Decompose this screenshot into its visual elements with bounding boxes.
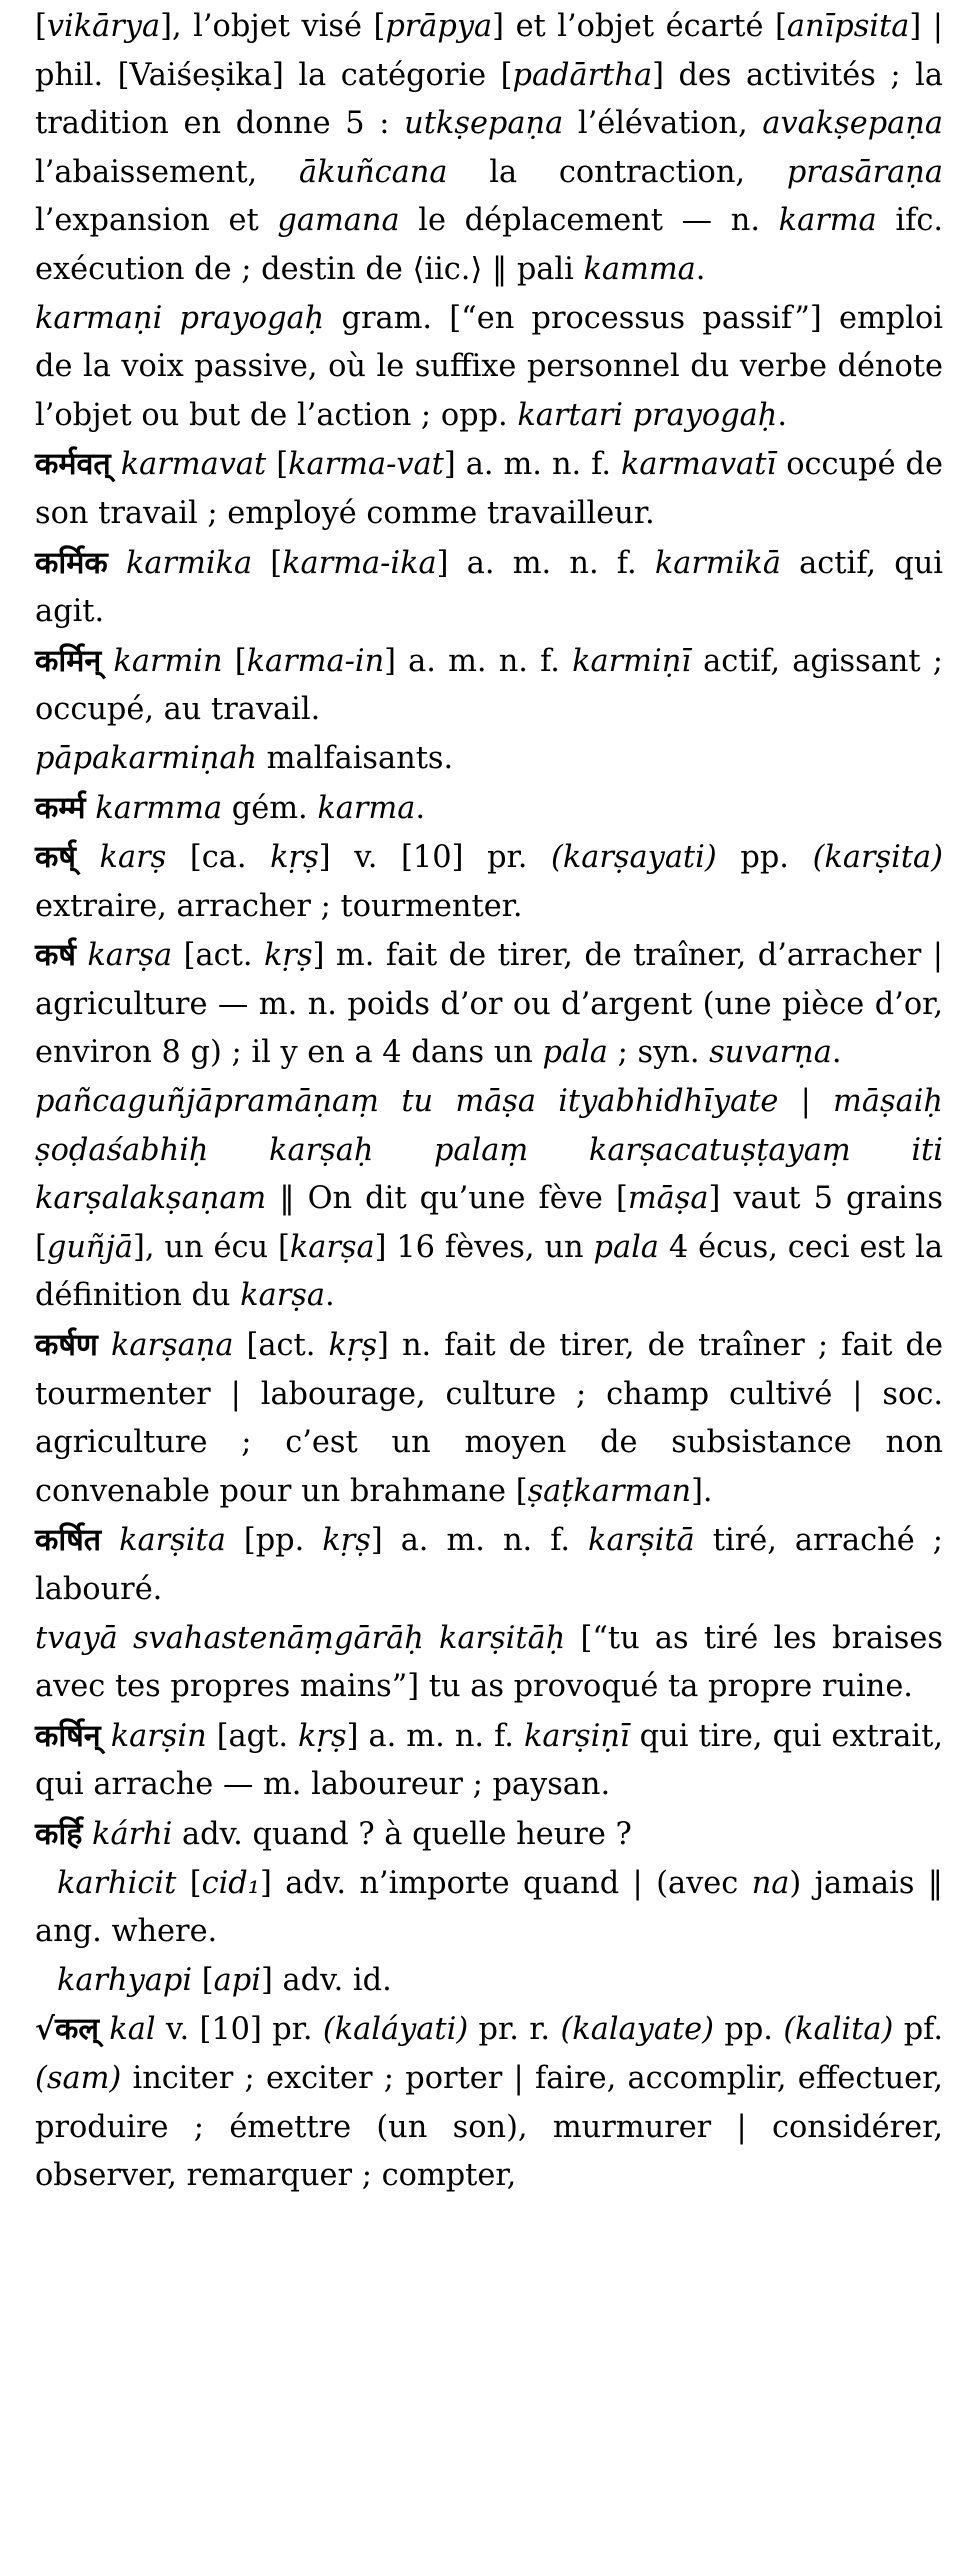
entry-text: ] v. [10] pr. [318, 840, 552, 876]
entry-text: [ [176, 1865, 202, 1901]
entry-text: ] et l’objet écarté [ [492, 9, 787, 44]
italic-term: karmma [95, 790, 223, 826]
entry-text [99, 2012, 109, 2047]
entry-text [101, 1523, 119, 1558]
entry-text: malfaisants. [257, 740, 454, 776]
entry-text: [ [192, 1962, 214, 1998]
italic-term: karmin [113, 643, 223, 679]
dictionary-entry [35, 1078, 943, 1321]
entry-text: . [777, 397, 788, 433]
entry-text: . [831, 1035, 842, 1071]
italic-term: gamana [277, 203, 400, 239]
entry-text: ] a. m. n. f. [443, 447, 621, 483]
italic-term: kartari prayogaḥ [517, 397, 778, 433]
entry-text: [ [266, 447, 289, 483]
italic-term: vikārya [46, 9, 161, 44]
devanagari-headword: कर्ष [35, 937, 76, 974]
italic-term: utkṣepaṇa [404, 106, 564, 142]
dictionary-entry [35, 637, 943, 735]
italic-term: kṛṣ [264, 938, 313, 974]
entry-text: ‖ On dit qu’une fève [ [266, 1181, 628, 1217]
italic-term: ākuñcana [298, 154, 448, 190]
sub-entry [35, 1860, 943, 1957]
entry-text [82, 1817, 92, 1852]
italic-term: prāpya [385, 9, 493, 44]
italic-term: karṣiṇī [523, 1718, 630, 1754]
entry-text: [act. [172, 938, 265, 974]
italic-term: (karṣita) [812, 840, 943, 876]
entry-text: [ca. [166, 840, 271, 876]
entry-text: . [695, 251, 706, 287]
italic-term: karṣa [289, 1229, 375, 1265]
entry-text: ; syn. [607, 1035, 710, 1071]
entry-text: ] a. m. n. f. [370, 1523, 589, 1559]
entry-text [111, 447, 121, 482]
entry-text: actif, agissant ; occupé, au travail. [35, 643, 943, 728]
italic-term: karma-in [246, 643, 385, 679]
dictionary-entry [35, 440, 943, 538]
italic-term: kṛṣ [298, 1718, 347, 1754]
sub-entry [35, 1957, 943, 2006]
dictionary-entry [35, 931, 943, 1078]
entry-text: l’abaissement, [35, 154, 299, 190]
italic-term: karṣin [110, 1718, 207, 1754]
italic-term: kal [109, 2012, 156, 2048]
italic-term: karma [778, 203, 877, 239]
italic-term: kamma [583, 251, 696, 287]
dictionary-entry [35, 539, 943, 637]
italic-term: karmikā [654, 545, 781, 581]
entry-text: pf. [893, 2012, 943, 2048]
entry-text: ifc. exécution de ; destin de ⟨iic.⟩ ‖ pali [35, 203, 944, 287]
italic-term: kṛṣ [270, 840, 319, 876]
italic-term: (kalayate) [560, 2012, 715, 2048]
italic-term: na [751, 1865, 790, 1901]
italic-term: avakṣepaṇa [762, 106, 943, 142]
entry-text: ] adv. n’importe quand | (avec [259, 1865, 752, 1901]
entry-text: ] m. fait de tirer, de traîner, d’arracher | agriculture — m. n. poids d’or ou d’argent (une pièce d’or, environ 8 g) ; il y en a 4 dans un [35, 938, 943, 1071]
entry-text: ], l’objet visé [ [160, 9, 386, 44]
italic-term: kárhi [92, 1816, 173, 1852]
entry-text [76, 840, 100, 875]
italic-term: kṛṣ [328, 1328, 378, 1364]
entry-text: [pp. [225, 1523, 323, 1559]
dictionary-entry [35, 1810, 943, 1860]
entry-text: la contraction, [447, 154, 787, 190]
italic-term: prasāraṇa [786, 154, 943, 190]
devanagari-headword: कर्मिक [35, 544, 108, 581]
dictionary-entry [35, 1516, 943, 1614]
italic-term: karmavat [120, 447, 267, 483]
entry-text: pp. [716, 840, 813, 876]
italic-term: pala [542, 1035, 608, 1071]
entry-text: pp. [714, 2012, 784, 2048]
italic-term: karṣa [87, 938, 173, 974]
entry-text: extraire, arracher ; tourmenter. [35, 888, 523, 924]
dictionary-entry [35, 1321, 943, 1516]
entry-text: gém. [222, 790, 318, 826]
italic-term: suvarṇa [709, 1035, 832, 1071]
italic-term: karṣaṇa [110, 1328, 234, 1364]
italic-term: (kaláyati) [322, 2012, 469, 2048]
entry-text: qui tire, qui extrait, qui arrache — m. laboureur ; paysan. [35, 1718, 943, 1803]
dictionary-entry [35, 295, 943, 441]
italic-term: guñjā [46, 1229, 134, 1265]
devanagari-headword: कर्ष् [35, 839, 76, 876]
italic-term: (karṣayati) [551, 840, 717, 876]
entry-text: [ [222, 643, 247, 679]
devanagari-headword: कर्मिन् [35, 642, 102, 679]
entry-text: [ [252, 545, 283, 581]
entry-text: ] a. m. n. f. [436, 545, 655, 581]
entry-text: v. [10] pr. [155, 2012, 323, 2048]
italic-term: api [213, 1962, 261, 1998]
italic-term: karhicit [57, 1865, 177, 1901]
entry-text: 4 écus, ceci est la définition du [35, 1229, 943, 1314]
italic-term: karma-ika [282, 545, 437, 581]
devanagari-headword: √कल् [35, 2011, 99, 2048]
entry-text: ]. [691, 1473, 713, 1509]
entry-text: le déplacement — n. [399, 203, 779, 239]
entry-text: gram. [“en processus passif”] emploi de la voix passive, où le suffixe personnel du verbe dénote l’objet ou but de l’action ; opp. [35, 300, 943, 433]
dictionary-entry [35, 1712, 943, 1810]
italic-term: (kalita) [783, 2012, 894, 2048]
dictionary-entry [35, 833, 943, 931]
entry-text: [“tu as tiré les braises avec tes propres mains”] tu as provoqué ta propre ruine. [35, 1620, 943, 1705]
dictionary-entry [35, 735, 943, 784]
italic-term: anīpsita [786, 9, 910, 44]
dictionary-entry [35, 2005, 943, 2200]
entry-text: l’élévation, [563, 106, 763, 142]
entry-text: ], un écu [ [133, 1229, 290, 1265]
entry-text: ) jamais ‖ ang. where. [35, 1865, 943, 1950]
entry-text: ] adv. id. [260, 1962, 392, 1998]
italic-term: (sam) [35, 2060, 122, 2096]
entry-text: ] a. m. n. f. [346, 1718, 524, 1754]
italic-term: karṣ [99, 840, 167, 876]
entry-text: . [415, 790, 426, 826]
entry-text: l’expansion et [35, 203, 278, 239]
entry-text: tiré, arraché ; labouré. [35, 1523, 943, 1607]
entry-text: inciter ; exciter ; porter | faire, accomplir, effectuer, produire ; émettre (un son), murmurer | considérer, observer, remarquer ; compter, [35, 2060, 943, 2194]
italic-term: karṣa [240, 1278, 325, 1314]
devanagari-headword: कर्षण [35, 1327, 98, 1364]
entry-text: ] vaut 5 grains [ [35, 1181, 943, 1265]
italic-term: māṣa [627, 1181, 709, 1217]
italic-term: pāpakarmiṇah [35, 740, 258, 776]
entry-text: actif, qui agit. [35, 545, 943, 630]
entry-text: pr. r. [468, 2012, 561, 2048]
entry-text: ] des activités ; la tradition en donne 5 : [35, 57, 943, 142]
entry-text: [agt. [206, 1718, 299, 1754]
entry-text [86, 791, 96, 826]
italic-term: tvayā svahastenāṃgārāḥ karṣitāḥ [35, 1620, 566, 1656]
italic-term: pañcaguñjāpramāṇaṃ tu māṣa ityabhidhīyate | māṣaiḥ ṣoḍaśabhiḥ karṣaḥ palaṃ karṣacatuṣṭayaṃ iti karṣalakṣaṇam [35, 1084, 943, 1217]
italic-term: padārtha [512, 57, 653, 93]
italic-term: cid₁ [201, 1865, 260, 1901]
italic-term: karṣitā [588, 1523, 695, 1559]
entry-text: [ [35, 9, 47, 44]
entry-text [108, 546, 126, 581]
italic-term: karma [317, 790, 416, 826]
devanagari-headword: कर्म्म [35, 789, 86, 826]
entry-text [101, 1719, 111, 1754]
entry-text: ] n. fait de tirer, de traîner ; fait de tourmenter | labourage, culture ; champ cultivé | soc. agriculture ; c’est un moyen de subsistance non convenable pour un brahmane [ [35, 1328, 943, 1509]
entry-text [98, 1328, 111, 1363]
devanagari-headword: कर्षिन् [35, 1717, 101, 1754]
italic-term: karmiṇī [572, 643, 691, 679]
entry-text: ] 16 fèves, un [374, 1229, 594, 1265]
italic-term: karmavatī [621, 447, 777, 483]
italic-term: kṛṣ [322, 1523, 371, 1559]
devanagari-headword: कर्षित [35, 1522, 102, 1559]
entry-text [76, 938, 87, 973]
dictionary-entry [35, 784, 943, 834]
dictionary-entry [35, 1615, 943, 1712]
italic-term: karmika [125, 545, 253, 581]
entry-text: ] a. m. n. f. [384, 643, 573, 679]
devanagari-headword: कर्हि [35, 1815, 83, 1852]
entry-text: . [324, 1278, 335, 1314]
devanagari-headword: कर्मवत् [35, 446, 111, 483]
entry-text: ] | phil. [Vaiśeṣika] la catégorie [ [35, 9, 943, 93]
italic-term: ṣaṭkarman [527, 1473, 692, 1509]
italic-term: karma-vat [288, 447, 444, 483]
entry-text: adv. quand ? à quelle heure ? [172, 1816, 632, 1852]
italic-term: karṣita [119, 1523, 226, 1559]
dictionary-entry [35, 3, 943, 295]
italic-term: karmaṇi prayogaḥ [35, 300, 325, 336]
italic-term: pala [593, 1229, 659, 1265]
entry-text: [act. [233, 1328, 329, 1364]
italic-term: karhyapi [57, 1962, 193, 1998]
entry-text [101, 644, 113, 679]
entry-text: occupé de son travail ; employé comme travailleur. [35, 447, 943, 531]
